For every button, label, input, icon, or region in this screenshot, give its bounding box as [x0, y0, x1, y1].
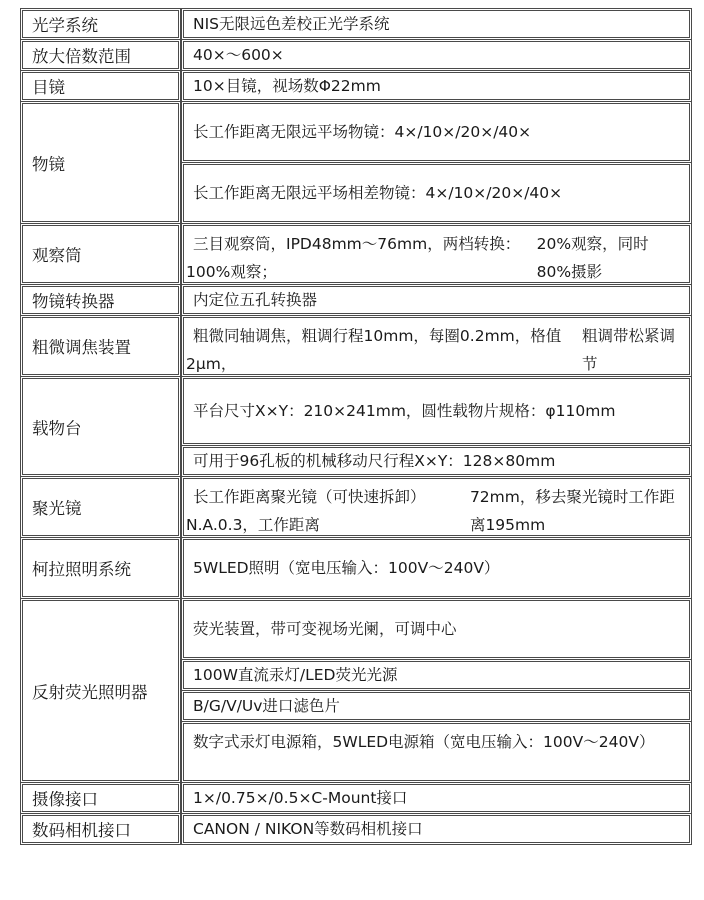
spec-values: [183, 478, 690, 536]
spec-values: [183, 539, 690, 597]
spec-value: 1×/0.75×/0.5×C-Mount接口: [183, 784, 690, 812]
spec-label: 放大倍数范围: [22, 41, 179, 69]
spec-values: [183, 72, 690, 100]
spec-table: [22, 10, 690, 846]
spec-row: [22, 784, 690, 812]
spec-values: [183, 10, 690, 38]
spec-values: [183, 286, 690, 314]
spec-value: 40×～600×: [183, 41, 690, 69]
spec-values: [183, 317, 690, 375]
spec-label: 反射荧光照明器: [22, 600, 179, 781]
spec-row: [22, 478, 690, 536]
spec-label: 摄像接口: [22, 784, 179, 812]
spec-row: [22, 378, 690, 475]
spec-value: 数字式汞灯电源箱，5WLED电源箱（宽电压输入：100V～ 240V）: [183, 723, 690, 781]
spec-value: 5WLED照明（宽电压输入：100V～240V）: [183, 539, 690, 597]
spec-value: 三目观察筒，IPD48mm～76mm，两档转换：100%观察； 20%观察，同时80%摄影: [183, 225, 690, 283]
spec-label: 柯拉照明系统: [22, 539, 179, 597]
spec-value: 荧光装置，带可变视场光阑，可调中心: [183, 600, 690, 658]
spec-label: 光学系统: [22, 10, 179, 38]
spec-label: 观察筒: [22, 225, 179, 283]
spec-value: 长工作距离无限远平场物镜：4×/10×/20×/40×: [183, 103, 690, 161]
spec-row: [22, 103, 690, 222]
spec-value: 100W直流汞灯/LED荧光光源: [183, 661, 690, 689]
spec-label: 物镜转换器: [22, 286, 179, 314]
spec-row: [22, 10, 690, 38]
spec-label: 数码相机接口: [22, 815, 179, 843]
spec-value: 长工作距离聚光镜（可快速拆卸）N.A.0.3，工作距离 72mm，移去聚光镜时工作距离195mm: [183, 478, 690, 536]
spec-row: [22, 41, 690, 69]
spec-label: 目镜: [22, 72, 179, 100]
spec-label: 载物台: [22, 378, 179, 475]
spec-value: 粗微同轴调焦，粗调行程10mm，每圈0.2mm，格值2μm， 粗调带松紧调节: [183, 317, 690, 375]
spec-value: 内定位五孔转换器: [183, 286, 690, 314]
spec-label: 物镜: [22, 103, 179, 222]
spec-value: 10×目镜，视场数Φ22mm: [183, 72, 690, 100]
spec-value: 平台尺寸X×Y：210×241mm，圆性载物片规格：φ110mm: [183, 378, 690, 444]
spec-value: 长工作距离无限远平场相差物镜：4×/10×/20×/40×: [183, 164, 690, 222]
spec-values: [183, 600, 690, 781]
spec-values: [183, 815, 690, 843]
spec-row: [22, 225, 690, 283]
spec-row: [22, 72, 690, 100]
spec-values: [183, 225, 690, 283]
spec-label: 粗微调焦装置: [22, 317, 179, 375]
spec-value: B/G/V/Uv进口滤色片: [183, 692, 690, 720]
spec-value: 可用于96孔板的机械移动尺行程X×Y：128×80mm: [183, 447, 690, 475]
spec-row: [22, 317, 690, 375]
spec-values: [183, 103, 690, 222]
spec-values: [183, 378, 690, 475]
spec-row: [22, 600, 690, 781]
spec-row: [22, 286, 690, 314]
spec-value: CANON / NIKON等数码相机接口: [183, 815, 690, 843]
spec-row: [22, 539, 690, 597]
spec-values: [183, 784, 690, 812]
spec-label: 聚光镜: [22, 478, 179, 536]
spec-row: [22, 815, 690, 843]
spec-values: [183, 41, 690, 69]
spec-value: NIS无限远色差校正光学系统: [183, 10, 690, 38]
